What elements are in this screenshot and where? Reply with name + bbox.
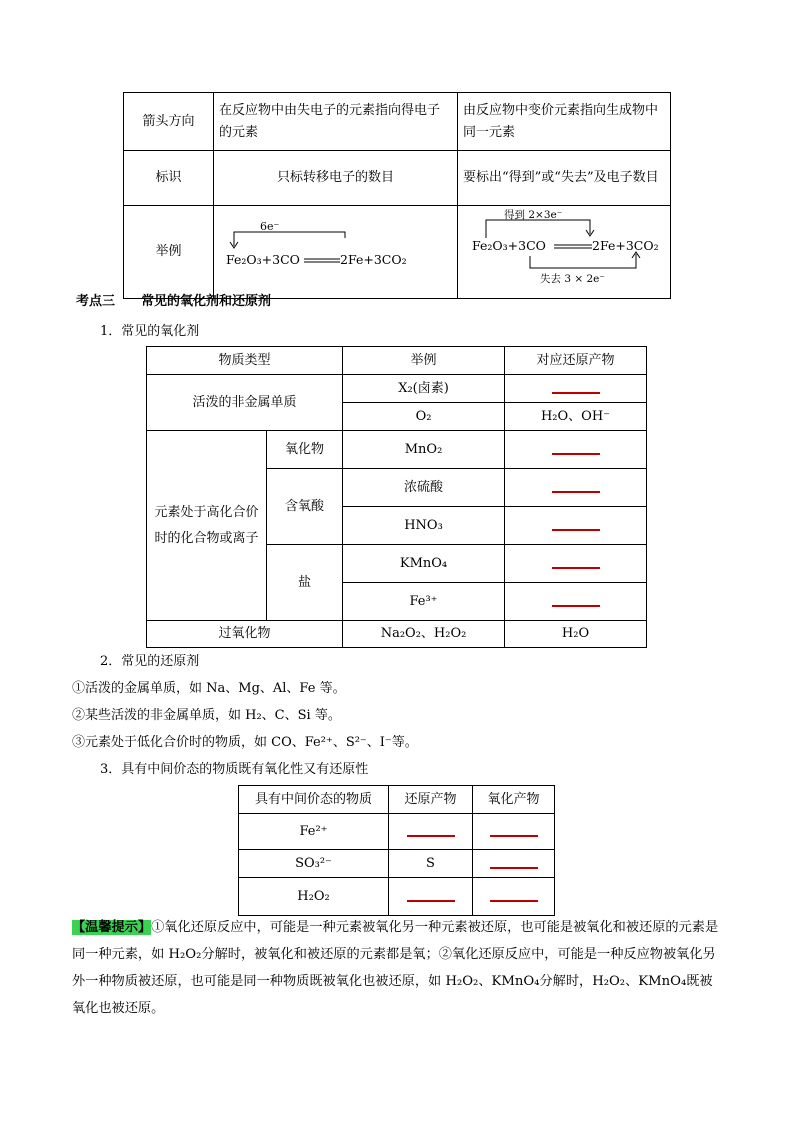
so3-reduction: S (389, 850, 473, 878)
substance-h2o2: H₂O₂ (239, 878, 389, 916)
header-example: 举例 (343, 347, 505, 375)
section-title: 考点三 常见的氧化剂和还原剂 (76, 294, 272, 309)
cell-arrow-single: 在反应物中由失电子的元素指向得电子的元素 (214, 93, 458, 151)
reducer-item-1: ①活泼的金属单质，如 Na、Mg、Al、Fe 等。 (72, 681, 346, 696)
group-peroxide: 过氧化物 (147, 621, 343, 648)
product-blank (505, 375, 647, 403)
product-peroxide: H₂O (505, 621, 647, 648)
answer-blank (473, 850, 555, 878)
example-peroxides: Na₂O₂、H₂O₂ (343, 621, 505, 648)
example-fe3: Fe³⁺ (343, 583, 505, 621)
header-product: 对应还原产物 (505, 347, 647, 375)
equation-left: Fe₂O₃+3CO (226, 252, 300, 267)
row-label-mark: 标识 (124, 151, 214, 206)
answer-blank (473, 878, 555, 916)
oxidizers-table (146, 346, 647, 648)
tip-tag: 【温馨提示】 (72, 920, 152, 935)
example-halogen: X₂(卤素) (343, 375, 505, 403)
electron-transfer-table (123, 92, 671, 299)
product-oxygen: H₂O、OH⁻ (505, 403, 647, 431)
product-blank (505, 507, 647, 545)
product-blank (505, 431, 647, 469)
sub-oxide: 氧化物 (267, 431, 343, 469)
header-reduction: 还原产物 (389, 786, 473, 814)
product-blank (505, 545, 647, 583)
answer-blank (389, 814, 473, 850)
group-high-valence: 元素处于高化合价时的化合物或离子 (147, 431, 267, 621)
oxidizers-heading: 1．常见的氧化剂 (100, 324, 200, 339)
row-label-example: 举例 (124, 206, 214, 299)
intermediate-table (238, 785, 555, 916)
sub-salt: 盐 (267, 545, 343, 621)
cell-arrow-double: 由反应物中变价元素指向生成物中同一元素 (458, 93, 671, 151)
header-substance: 具有中间价态的物质 (239, 786, 389, 814)
equation-right: 2Fe+3CO₂ (340, 252, 407, 267)
sub-oxyacid: 含氧酸 (267, 469, 343, 545)
header-oxidation: 氧化产物 (473, 786, 555, 814)
reducers-heading: 2．常见的还原剂 (100, 654, 200, 669)
answer-blank (389, 878, 473, 916)
header-type: 物质类型 (147, 347, 343, 375)
product-blank (505, 583, 647, 621)
example-mno2: MnO₂ (343, 431, 505, 469)
equation-left-2: Fe₂O₃+3CO (472, 238, 546, 253)
reducer-item-3: ③元素处于低化合价时的物质，如 CO、Fe²⁺、S²⁻、I⁻等。 (72, 735, 418, 750)
tip-paragraph (72, 914, 724, 1022)
cell-example-double (458, 206, 671, 299)
group-nonmetal: 活泼的非金属单质 (147, 375, 343, 431)
substance-fe2: Fe²⁺ (239, 814, 389, 850)
single-bridge-diagram (214, 206, 458, 290)
product-blank (505, 469, 647, 507)
example-oxygen: O₂ (343, 403, 505, 431)
intermediate-heading: 3．具有中间价态的物质既有氧化性又有还原性 (100, 762, 369, 777)
tip-text: ①氧化还原反应中，可能是一种元素被氧化另一种元素被还原，也可能是被氧化和被还原的元素是同一种元素，如 H₂O₂分解时，被氧化和被还原的元素都是氧；②氧化还原反应中，可能是一种反应物被氧化另外一种物质被还原，也可能是同一种物质既被氧化也被还原，如 H₂O₂、KMnO₄分解时，H₂O₂、KMnO₄既被氧化也被还原。 (72, 920, 719, 1016)
cell-mark-single: 只标转移电子的数目 (214, 151, 458, 206)
reducer-item-2: ②某些活泼的非金属单质，如 H₂、C、Si 等。 (72, 708, 341, 723)
example-kmno4: KMnO₄ (343, 545, 505, 583)
row-label-arrow: 箭头方向 (124, 93, 214, 151)
example-h2so4: 浓硫酸 (343, 469, 505, 507)
example-hno3: HNO₃ (343, 507, 505, 545)
loss-label: 失去 3 × 2e⁻ (540, 273, 605, 285)
cell-mark-double: 要标出“得到”或“失去”及电子数目 (458, 151, 671, 206)
equation-right-2: 2Fe+3CO₂ (592, 238, 659, 253)
gain-label: 得到 2×3e⁻ (504, 209, 563, 221)
double-bridge-diagram (458, 206, 671, 290)
answer-blank (473, 814, 555, 850)
cell-example-single (214, 206, 458, 299)
substance-so3: SO₃²⁻ (239, 850, 389, 878)
electron-count: 6e⁻ (260, 220, 280, 233)
